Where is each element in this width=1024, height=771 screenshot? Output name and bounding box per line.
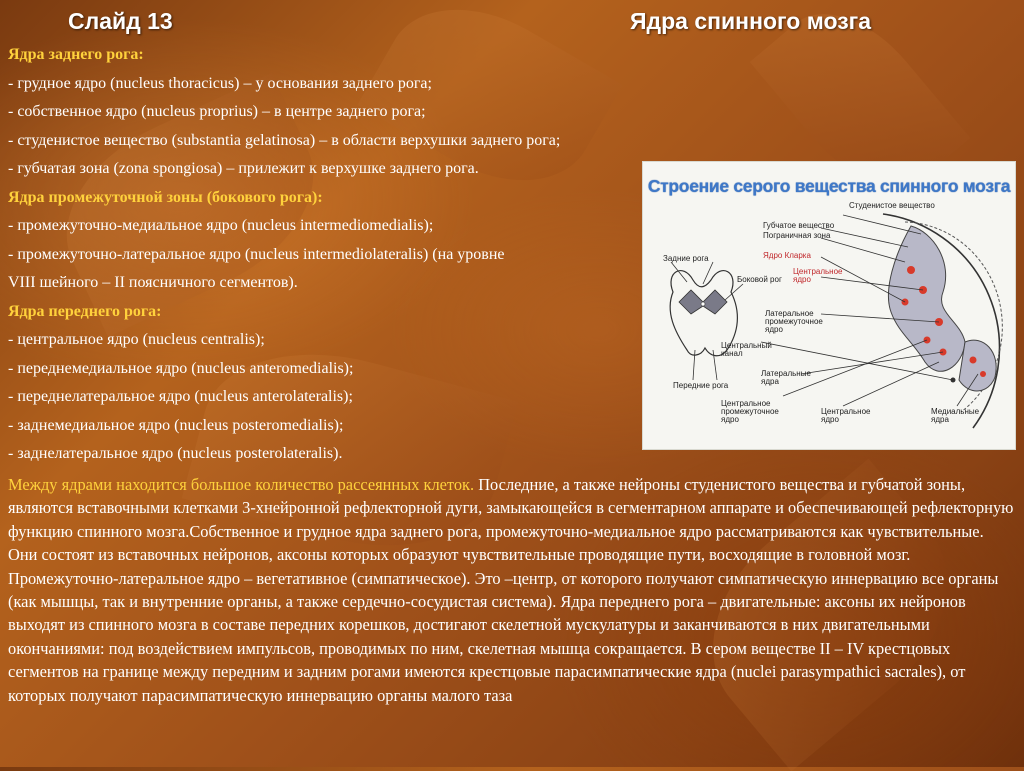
label-lateral-nuclei: ядра xyxy=(761,377,779,386)
diagram-drawing xyxy=(643,162,1015,449)
label-central-intermediate: Центральное xyxy=(721,399,771,408)
section-header: Ядра промежуточной зоны (бокового рога): xyxy=(8,188,323,206)
label-central-nucleus-bottom: ядро xyxy=(821,415,839,424)
slide-title: Ядра спинного мозга xyxy=(630,8,871,34)
section-header: Ядра переднего рога: xyxy=(8,302,162,320)
label-border-zone: Пограничная зона xyxy=(763,231,831,240)
list-item: - собственное ядро (nucleus proprius) – в центре заднего рога; xyxy=(8,103,426,120)
diagram-title: Строение серого вещества спинного мозга xyxy=(647,176,1011,196)
label-clarke-nucleus: Ядро Кларка xyxy=(763,251,811,260)
label-anterior-horns: Передние рога xyxy=(673,381,729,390)
list-item: - переднемедиальное ядро (nucleus anteromedialis); xyxy=(8,359,354,377)
list-item: - губчатая зона (zona spongiosa) – прилежит к верхушке заднего рога. xyxy=(8,160,479,177)
paragraph-body: Последние, а также нейроны студенистого вещества и губчатой зоны, являются вставочными клетками 3-хнейронной рефлекторной дуги, замыкающейся в сегментарном аппарате и обеспечивающей рефлекторную функцию спинного мозга.Собственное и грудное ядра заднего рога, промежуточно-медиальное ядро рассматриваются как чувствительные. Они состоят из вставочных нейронов, аксоны которых образуют чувствительные проводящие пути, восходящие в головной мозг. Промежуточно-латеральное ядро – вегетативное (симпатическое). Это –центр, от которого получают симпатическую иннервацию все органы (как мышцы, так и внутренние органы, а также сердечно-сосудистая система). Ядра переднего рога – двигательные: аксоны их нейронов выходят из спинного мозга в составе передних корешков, достигают скелетной мускулатуры и заканчиваются в них двигательными окончаниями: под воздействием импульсов, проводимых по ним, скелетная мышца сокращается. В сером веществе II – IV крестцовых сегментов на границе между передним и задним рогами имеются крестцовые парасимпатические ядра (nuclei parasympathici sacrales), от которых получают парасимпатическую иннервацию органы малого таза xyxy=(8,475,1014,705)
list-item: - промежуточно-латеральное ядро (nucleus intermediolateralis) (на уровне xyxy=(8,245,505,263)
label-lateral-intermediate: ядро xyxy=(765,325,783,334)
list-item: - студенистое вещество (substantia gelatinosa) – в области верхушки заднего рога; xyxy=(8,131,561,149)
slide-number: Слайд 13 xyxy=(68,8,173,34)
label-medial-nuclei: Медиальные xyxy=(931,407,980,416)
nuclei-list xyxy=(8,41,648,469)
list-item: - промежуточно-медиальное ядро (nucleus intermediomedialis); xyxy=(8,217,434,234)
label-central-intermediate: промежуточное xyxy=(721,407,779,416)
list-item: - центральное ядро (nucleus centralis); xyxy=(8,331,265,348)
section-header: Ядра заднего рога: xyxy=(8,46,144,63)
label-central-nucleus-top: ядро xyxy=(793,275,811,284)
label-spongy-zone: Губчатое вещество xyxy=(763,221,835,230)
label-lateral-intermediate: промежуточное xyxy=(765,317,823,326)
list-item: - грудное ядро (nucleus thoracicus) – у основания заднего рога; xyxy=(8,74,432,92)
label-central-nucleus-bottom: Центральное xyxy=(821,407,871,416)
label-lateral-intermediate: Латеральное xyxy=(765,309,814,318)
list-item: VIII шейного – II поясничного сегментов). xyxy=(8,274,298,291)
slide-header xyxy=(0,6,1024,42)
label-central-canal: канал xyxy=(721,349,743,358)
label-substantia-gelatinosa: Студенистое вещество xyxy=(849,201,935,210)
list-item: - переднелатеральное ядро (nucleus anterolateralis); xyxy=(8,388,353,405)
label-lateral-horn: Боковой рог xyxy=(737,275,782,284)
label-lateral-nuclei: Латеральные xyxy=(761,369,811,378)
paragraph-highlight: Между ядрами находится большое количество рассеянных клеток. xyxy=(8,475,475,494)
label-medial-nuclei: ядра xyxy=(931,415,949,424)
spinal-cord-diagram xyxy=(642,161,1016,450)
list-item: - заднемедиальное ядро (nucleus posteromedialis); xyxy=(8,416,344,434)
label-central-nucleus-top: Центральное xyxy=(793,267,843,276)
label-central-intermediate: ядро xyxy=(721,415,739,424)
label-posterior-horns: Задние рога xyxy=(663,254,709,263)
label-central-canal: Центральный xyxy=(721,341,772,350)
explanation-paragraph xyxy=(8,473,1014,707)
list-item: - заднелатеральное ядро (nucleus posterolateralis). xyxy=(8,445,343,462)
